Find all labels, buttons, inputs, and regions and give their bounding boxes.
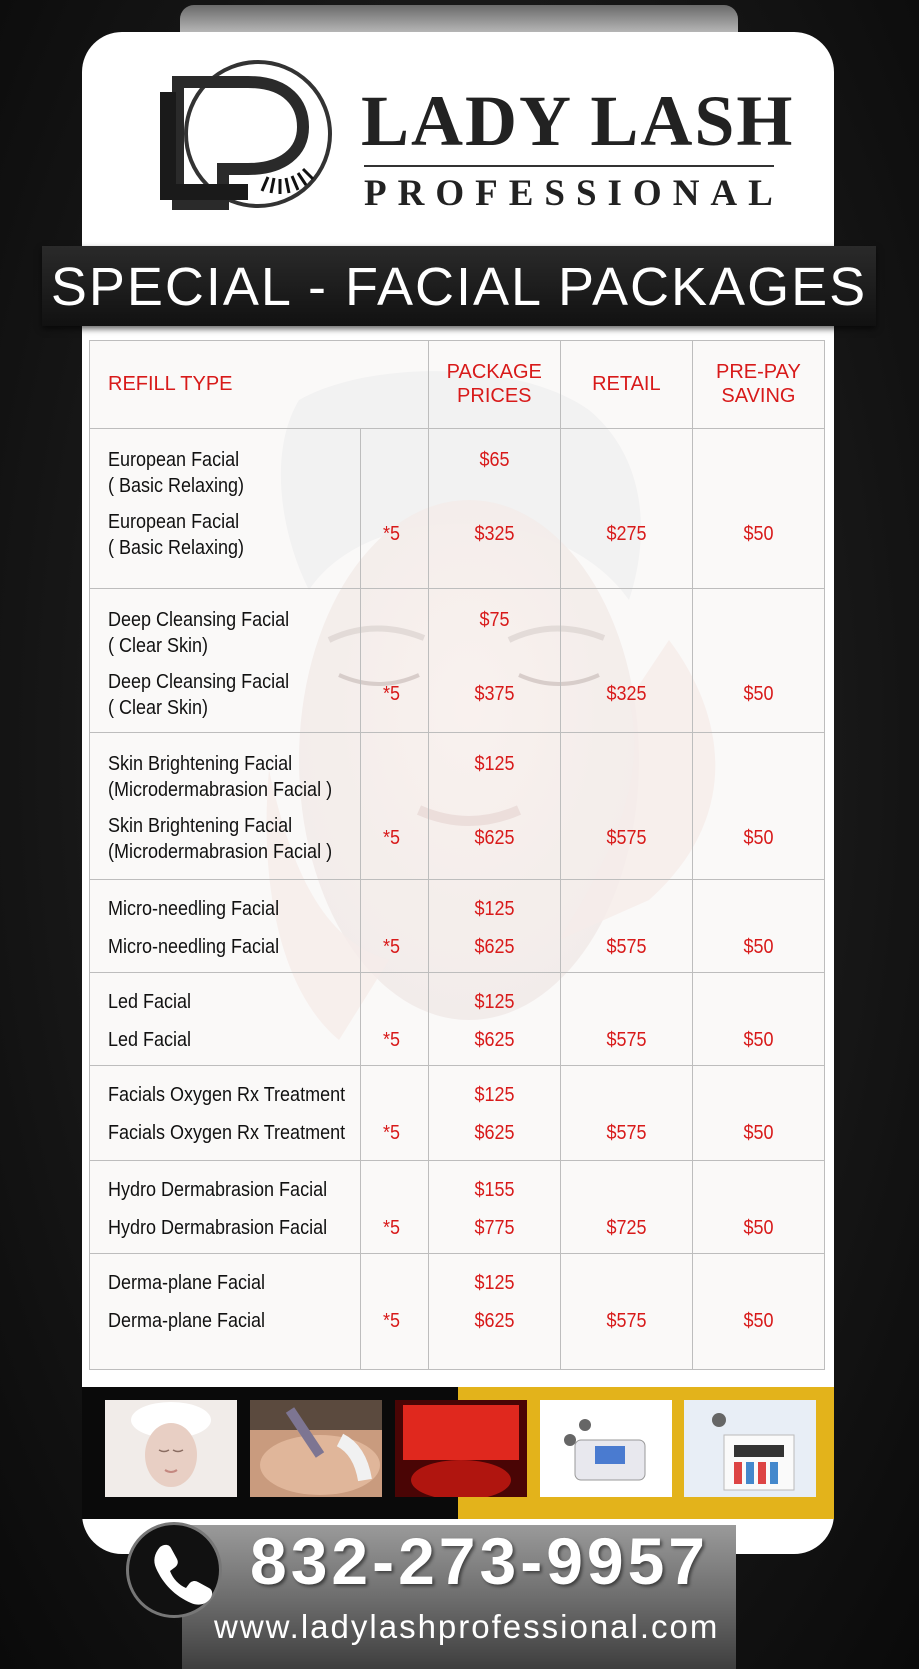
price-table-wrap	[89, 340, 825, 1370]
retail-price: $575	[606, 1309, 647, 1332]
prepay-saving: $50	[743, 522, 774, 545]
package-price: $375	[474, 683, 515, 705]
package-quantity: *5	[382, 1029, 400, 1052]
phone-number[interactable]: 832-273-9957	[250, 1524, 710, 1598]
page-title: SPECIAL - FACIAL PACKAGES	[50, 257, 868, 317]
table-row	[90, 428, 825, 588]
table-row	[90, 973, 825, 1066]
prepay-saving: $50	[743, 936, 774, 959]
price-table	[89, 340, 825, 1370]
cell-price	[428, 1066, 560, 1161]
retail-price: $325	[606, 683, 647, 705]
cell-name	[90, 1253, 361, 1369]
service-name: Deep Cleansing Facial	[108, 609, 290, 631]
retail-price: $575	[606, 1122, 647, 1144]
brand-name: LADY LASH	[361, 81, 795, 161]
package-price: $155	[474, 1178, 515, 1201]
service-name: ( Clear Skin)	[108, 635, 209, 657]
service-name: Micro-needling Facial	[108, 936, 280, 959]
package-price: $775	[474, 1216, 515, 1239]
package-price: $125	[474, 1271, 515, 1294]
cell-saving	[692, 732, 824, 880]
service-name: Hydro Dermabrasion Facial	[108, 1178, 328, 1201]
service-name: Led Facial	[108, 991, 192, 1014]
towel-face-photo	[105, 1400, 237, 1497]
cell-name	[90, 1066, 361, 1161]
retail-price: $575	[606, 936, 647, 959]
cell-name	[90, 973, 361, 1066]
cell-price	[428, 1160, 560, 1253]
cell-retail	[560, 732, 692, 880]
table-body	[90, 428, 825, 1369]
header-package-prices: PACKAGE PRICES	[428, 341, 560, 429]
package-price: $65	[479, 448, 510, 471]
red-led-panel-photo	[395, 1400, 527, 1497]
microneedling-photo	[250, 1400, 382, 1497]
cell-qty	[360, 1253, 428, 1369]
service-name: European Facial	[108, 448, 240, 471]
cell-price	[428, 428, 560, 588]
table-row	[90, 1160, 825, 1253]
cell-saving	[692, 428, 824, 588]
package-price: $625	[474, 826, 515, 849]
prepay-saving: $50	[743, 1216, 774, 1239]
service-name: (Microdermabrasion Facial )	[108, 840, 333, 863]
package-price: $625	[474, 1029, 515, 1052]
prepay-saving: $50	[743, 826, 774, 849]
package-price: $125	[474, 991, 515, 1014]
table-header-row	[90, 341, 825, 429]
retail-price: $275	[606, 522, 647, 545]
service-name: ( Clear Skin)	[108, 697, 209, 719]
brand-divider	[364, 165, 774, 167]
prepay-saving: $50	[743, 1309, 774, 1332]
table-row	[90, 880, 825, 973]
service-name: ( Basic Relaxing)	[108, 536, 245, 559]
package-quantity: *5	[382, 1122, 400, 1144]
package-price: $625	[474, 1309, 515, 1332]
retail-price: $725	[606, 1216, 647, 1239]
service-name: Derma-plane Facial	[108, 1309, 266, 1332]
package-quantity: *5	[382, 522, 400, 545]
cell-retail	[560, 1253, 692, 1369]
service-name: Skin Brightening Facial	[108, 752, 293, 775]
service-name: (Microdermabrasion Facial )	[108, 778, 333, 801]
cell-retail	[560, 880, 692, 973]
package-price: $125	[474, 1084, 515, 1106]
cell-qty	[360, 589, 428, 733]
cell-qty	[360, 973, 428, 1066]
cell-price	[428, 732, 560, 880]
header-retail: RETAIL	[560, 341, 692, 429]
retail-price: $575	[606, 826, 647, 849]
package-price: $75	[479, 609, 510, 631]
table-row	[90, 589, 825, 733]
website-link[interactable]: www.ladylashprofessional.com	[214, 1608, 720, 1645]
service-name: Micro-needling Facial	[108, 898, 280, 921]
cell-retail	[560, 428, 692, 588]
cell-name	[90, 589, 361, 733]
package-quantity: *5	[382, 1216, 400, 1239]
service-name: Facials Oxygen Rx Treatment	[108, 1122, 346, 1144]
cell-qty	[360, 1160, 428, 1253]
cell-name	[90, 880, 361, 973]
package-price: $125	[474, 752, 515, 775]
cell-saving	[692, 1253, 824, 1369]
package-quantity: *5	[382, 826, 400, 849]
title-banner	[42, 246, 876, 326]
cell-saving	[692, 1160, 824, 1253]
cell-saving	[692, 589, 824, 733]
cell-qty	[360, 880, 428, 973]
service-name: Facials Oxygen Rx Treatment	[108, 1084, 346, 1106]
cell-retail	[560, 1066, 692, 1161]
cell-name	[90, 732, 361, 880]
prepay-saving: $50	[743, 683, 774, 705]
package-price: $625	[474, 1122, 515, 1144]
table-row	[90, 732, 825, 880]
cell-retail	[560, 973, 692, 1066]
cell-price	[428, 589, 560, 733]
header-prepay-saving: PRE-PAY SAVING	[692, 341, 824, 429]
cell-retail	[560, 589, 692, 733]
cell-qty	[360, 428, 428, 588]
package-quantity: *5	[382, 1309, 400, 1332]
prepay-saving: $50	[743, 1122, 774, 1144]
package-quantity: *5	[382, 683, 400, 705]
service-name: Deep Cleansing Facial	[108, 671, 290, 693]
package-quantity: *5	[382, 936, 400, 959]
cell-qty	[360, 1066, 428, 1161]
package-price: $125	[474, 898, 515, 921]
prepay-saving: $50	[743, 1029, 774, 1052]
retail-price: $575	[606, 1029, 647, 1052]
phone-icon	[126, 1522, 222, 1618]
cell-qty	[360, 732, 428, 880]
oxygen-machine-photo	[684, 1400, 816, 1497]
hydro-machine-photo	[540, 1400, 672, 1497]
cell-price	[428, 880, 560, 973]
service-name: Hydro Dermabrasion Facial	[108, 1216, 328, 1239]
package-price: $625	[474, 936, 515, 959]
brand-subtitle: PROFESSIONAL	[364, 173, 784, 214]
cell-retail	[560, 1160, 692, 1253]
cell-saving	[692, 880, 824, 973]
cell-name	[90, 428, 361, 588]
service-name: European Facial	[108, 510, 240, 533]
cell-saving	[692, 973, 824, 1066]
cell-price	[428, 1253, 560, 1369]
service-name: Skin Brightening Facial	[108, 814, 293, 837]
package-price: $325	[474, 522, 515, 545]
header-refill-type: REFILL TYPE	[90, 341, 429, 429]
table-row	[90, 1253, 825, 1369]
table-row	[90, 1066, 825, 1161]
service-name: Led Facial	[108, 1029, 192, 1052]
cell-saving	[692, 1066, 824, 1161]
monogram-logo	[148, 52, 333, 217]
service-name: Derma-plane Facial	[108, 1271, 266, 1294]
brand-logo	[148, 52, 795, 222]
cell-name	[90, 1160, 361, 1253]
service-name: ( Basic Relaxing)	[108, 474, 245, 497]
cell-price	[428, 973, 560, 1066]
